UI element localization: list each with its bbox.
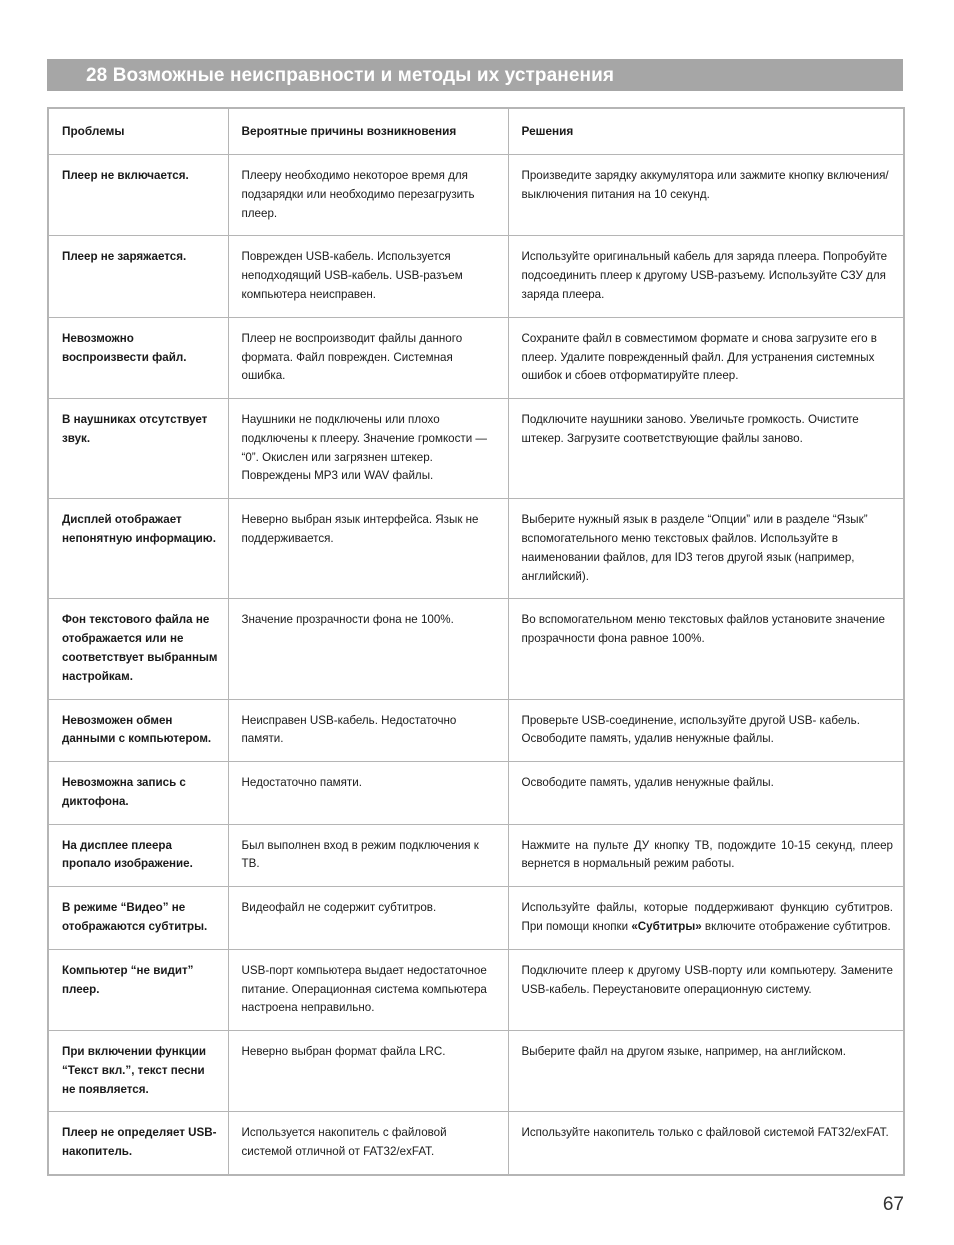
solution-emphasis: «Субтитры» xyxy=(631,919,702,933)
table-row xyxy=(48,599,904,699)
table-row xyxy=(48,824,904,887)
cell-solution: Выберите нужный язык в разделе “Опции” или в разделе “Язык” вспомогательного меню текстовых файлов. Используйте в наименовании файлов, для ID3 тегов другой язык (например, английский). xyxy=(508,499,904,599)
table-row xyxy=(48,317,904,398)
cell-cause: Используется накопитель с файловой системой отличной от FAT32/exFAT. xyxy=(228,1112,508,1175)
cell-cause: Поврежден USB-кабель. Используется неподходящий USB-кабель. USB-разъем компьютера неисправен. xyxy=(228,236,508,317)
cell-solution: Подключите плеер к другому USB-порту или компьютеру. Замените USB-кабель. Переустановите операционную систему. xyxy=(508,949,904,1030)
table-row xyxy=(48,887,904,950)
solution-text: Используйте файлы, которые поддерживают функцию субтитров. При помощи кнопки xyxy=(521,901,893,933)
cell-solution: Используйте оригинальный кабель для заряда плеера. Попробуйте подсоединить плеер к другому USB-разъему. Используйте СЗУ для заряда плеера. xyxy=(508,236,904,317)
cell-cause: USB-порт компьютера выдает недостаточное питание. Операционная система компьютера настроена неправильно. xyxy=(228,949,508,1030)
cell-problem: Невозможно воспроизвести файл. xyxy=(48,317,228,398)
cell-solution xyxy=(508,887,904,950)
page-number: 67 xyxy=(882,1194,904,1215)
column-header-solutions: Решения xyxy=(508,108,904,155)
cell-cause: Неверно выбран язык интерфейса. Язык не поддерживается. xyxy=(228,499,508,599)
cell-cause: Плееру необходимо некоторое время для подзарядки или необходимо перезагрузить плеер. xyxy=(228,155,508,236)
table-row xyxy=(48,399,904,499)
cell-cause: Значение прозрачности фона не 100%. xyxy=(228,599,508,699)
cell-solution: Сохраните файл в совместимом формате и снова загрузите его в плеер. Удалите поврежденный файл. Для устранения системных ошибок и сбоев отформатируйте плеер. xyxy=(508,317,904,398)
table-row xyxy=(48,236,904,317)
troubleshooting-table xyxy=(47,107,905,1176)
cell-problem: Фон текстового файла не отображается или не соответствует выбранным настройкам. xyxy=(48,599,228,699)
cell-problem: Плеер не заряжается. xyxy=(48,236,228,317)
table-row xyxy=(48,762,904,825)
cell-cause: Видеофайл не содержит субтитров. xyxy=(228,887,508,950)
cell-problem: Невозможна запись с диктофона. xyxy=(48,762,228,825)
cell-problem: Компьютер “не видит” плеер. xyxy=(48,949,228,1030)
solution-text: включите отображение субтитров. xyxy=(701,919,891,933)
table-header-row xyxy=(48,108,904,155)
cell-cause: Плеер не воспроизводит файлы данного формата. Файл поврежден. Системная ошибка. xyxy=(228,317,508,398)
table-row xyxy=(48,949,904,1030)
cell-problem: Невозможен обмен данными с компьютером. xyxy=(48,699,228,762)
chapter-heading-bar xyxy=(47,59,903,91)
cell-solution: Нажмите на пульте ДУ кнопку ТВ, подождите 10-15 секунд, плеер вернется в нормальный режим работы. xyxy=(508,824,904,887)
cell-problem: Плеер не определяет USB-накопитель. xyxy=(48,1112,228,1175)
table-row xyxy=(48,499,904,599)
cell-problem: Дисплей отображает непонятную информацию. xyxy=(48,499,228,599)
table-row xyxy=(48,1031,904,1112)
table-row xyxy=(48,1112,904,1175)
cell-problem: Плеер не включается. xyxy=(48,155,228,236)
troubleshooting-table-wrapper xyxy=(47,107,903,1176)
table-row xyxy=(48,155,904,236)
cell-solution: Освободите память, удалив ненужные файлы. xyxy=(508,762,904,825)
cell-cause: Был выполнен вход в режим подключения к ТВ. xyxy=(228,824,508,887)
column-header-causes: Вероятные причины возникновения xyxy=(228,108,508,155)
cell-cause: Наушники не подключены или плохо подключены к плееру. Значение громкости — “0”. Окислен или загрязнен штекер. Повреждены MP3 или WAV файлы. xyxy=(228,399,508,499)
cell-cause: Неверно выбран формат файла LRC. xyxy=(228,1031,508,1112)
cell-solution: Произведите зарядку аккумулятора или зажмите кнопку включения/выключения питания на 10 секунд. xyxy=(508,155,904,236)
cell-problem: В наушниках отсутствует звук. xyxy=(48,399,228,499)
cell-solution: Во вспомогательном меню текстовых файлов установите значение прозрачности фона равное 100%. xyxy=(508,599,904,699)
cell-cause: Неисправен USB-кабель. Недостаточно памяти. xyxy=(228,699,508,762)
cell-solution: Используйте накопитель только с файловой системой FAT32/exFAT. xyxy=(508,1112,904,1175)
cell-cause: Недостаточно памяти. xyxy=(228,762,508,825)
table-row xyxy=(48,699,904,762)
cell-solution: Подключите наушники заново. Увеличьте громкость. Очистите штекер. Загрузите соответствующие файлы заново. xyxy=(508,399,904,499)
cell-problem: На дисплее плеера пропало изображение. xyxy=(48,824,228,887)
cell-problem: В режиме “Видео” не отображаются субтитры. xyxy=(48,887,228,950)
cell-problem: При включении функции “Текст вкл.”, текст песни не появляется. xyxy=(48,1031,228,1112)
chapter-title: 28 Возможные неисправности и методы их устранения xyxy=(86,64,615,86)
column-header-problems: Проблемы xyxy=(48,108,228,155)
cell-solution: Выберите файл на другом языке, например, на английском. xyxy=(508,1031,904,1112)
cell-solution: Проверьте USB-соединение, используйте другой USB- кабель. Освободите память, удалив ненужные файлы. xyxy=(508,699,904,762)
